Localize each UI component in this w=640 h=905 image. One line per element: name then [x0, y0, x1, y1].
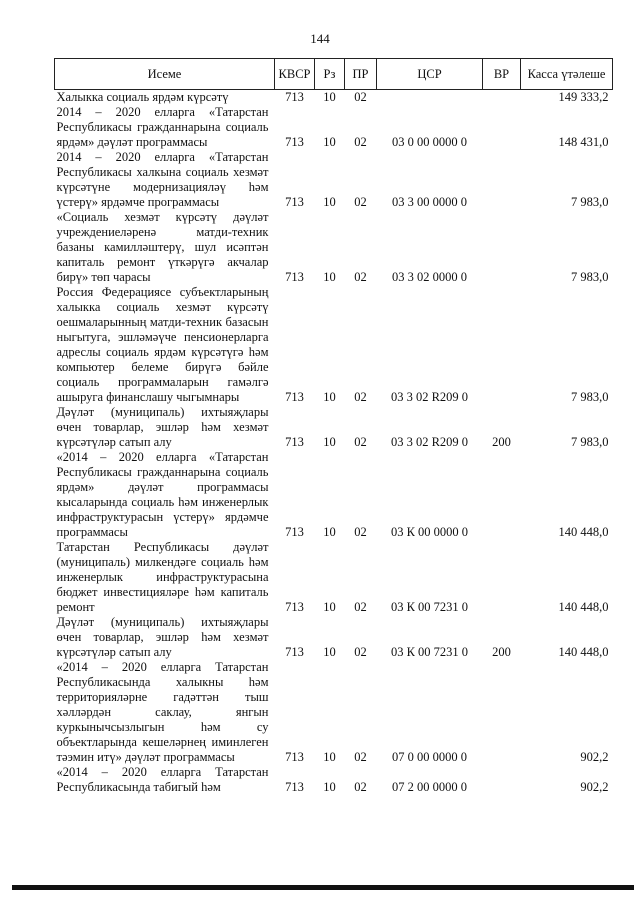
row-amount: 140 448,0	[558, 645, 609, 659]
row-name: Халыкка социаль ярдәм күрсәтү	[56, 90, 229, 104]
row-rz: 10	[323, 390, 336, 404]
row-name: Дәүләт (муниципаль) ихтыяҗлары өчен товарлар, эшләр һәм хезмәт күрсәтүләр сатып алу	[56, 405, 269, 449]
row-name: Россия Федерациясе субъектларының халыкка социаль хезмәт күрсәтү оешмаларынның матди-техник базасын ныгытуга, эшләмәүче пенсионерларга адреслы социаль ярдәм күрсәтүгә һәм компьютер белеме бирүгә бәйле социаль программаларын гамәлгә ашыруга финанслашу чыгымнары	[56, 285, 269, 404]
row-pr: 02	[354, 270, 367, 284]
row-rz: 10	[323, 525, 336, 539]
table-row	[55, 210, 613, 285]
header-csr: ЦСР	[377, 59, 483, 90]
table-row	[55, 540, 613, 615]
row-pr: 02	[354, 600, 367, 614]
row-name: «2014 – 2020 елларга Татарстан Республикасында табигый һәм	[56, 765, 269, 794]
table-row	[55, 405, 613, 450]
row-kvsr: 713	[285, 780, 304, 794]
table-row	[55, 90, 613, 106]
row-kvsr: 713	[285, 645, 304, 659]
row-amount: 149 333,2	[558, 90, 609, 104]
row-csr: 03 3 00 0000 0	[392, 195, 467, 209]
row-pr: 02	[354, 435, 367, 449]
row-name: Дәүләт (муниципаль) ихтыяҗлары өчен товарлар, эшләр һәм хезмәт күрсәтүләр сатып алу	[56, 615, 269, 659]
row-csr: 03 3 02 R209 0	[390, 390, 469, 404]
row-vr	[483, 765, 521, 795]
row-csr: 07 2 00 0000 0	[392, 780, 467, 794]
scan-bottom-edge	[12, 885, 634, 890]
row-vr: 200	[492, 435, 511, 449]
row-amount: 148 431,0	[558, 135, 609, 149]
row-vr	[483, 105, 521, 150]
header-rz: Рз	[315, 59, 345, 90]
row-rz: 10	[323, 645, 336, 659]
row-vr	[483, 210, 521, 285]
row-csr: 03 К 00 0000 0	[390, 525, 469, 539]
row-name: Татарстан Республикасы дәүләт (муниципаль) милкендәге социаль һәм инженерлык инфраструктурасына бюджет инвестицияләре һәм капиталь ремонт	[56, 540, 269, 614]
row-amount: 140 448,0	[558, 600, 609, 614]
row-vr	[483, 660, 521, 765]
row-name: 2014 – 2020 елларга «Татарстан Республикасы халкына социаль хезмәт күрсәтүне модернизацияләү һәм үстерү» ярдәмче программасы	[56, 150, 269, 209]
row-rz: 10	[323, 90, 336, 104]
table-row	[55, 660, 613, 765]
row-amount: 7 983,0	[571, 435, 609, 449]
page-number: 144	[310, 31, 330, 46]
row-name: «Социаль хезмәт күрсәтү дәүләт учреждениеләренә матди-техник базаны камилләштерү, шул исәптән капиталь ремонт үткәрүгә акчалар бирү» төп чарасы	[56, 210, 269, 284]
header-vr: ВР	[483, 59, 521, 90]
row-pr: 02	[354, 780, 367, 794]
row-amount: 902,2	[580, 750, 609, 764]
row-amount: 7 983,0	[571, 270, 609, 284]
row-csr: 07 0 00 0000 0	[392, 750, 467, 764]
header-amount: Касса үтәлеше	[521, 59, 613, 90]
row-rz: 10	[323, 270, 336, 284]
table-row	[55, 285, 613, 405]
row-vr	[483, 150, 521, 210]
row-kvsr: 713	[285, 600, 304, 614]
table-row	[55, 105, 613, 150]
row-pr: 02	[354, 750, 367, 764]
header-kvsr: КВСР	[275, 59, 315, 90]
table-row	[55, 150, 613, 210]
row-rz: 10	[323, 750, 336, 764]
row-vr: 200	[492, 645, 511, 659]
row-pr: 02	[354, 525, 367, 539]
row-pr: 02	[354, 135, 367, 149]
row-name: 2014 – 2020 елларга «Татарстан Республикасы гражданнарына социаль ярдәм» дәүләт программасы	[56, 105, 269, 149]
row-vr	[483, 285, 521, 405]
row-csr: 03 К 00 7231 0	[390, 645, 469, 659]
row-kvsr: 713	[285, 195, 304, 209]
row-rz: 10	[323, 195, 336, 209]
row-pr: 02	[354, 90, 367, 104]
header-pr: ПР	[345, 59, 377, 90]
row-name: «2014 – 2020 елларга «Татарстан Республикасы гражданнарына социаль ярдәм» дәүләт программасы кысаларында социаль һәм инженерлык инфраструктурасын үстерү» ярдәмче программасы	[56, 450, 269, 539]
row-amount: 902,2	[580, 780, 609, 794]
row-csr: 03 0 00 0000 0	[392, 135, 467, 149]
row-csr	[377, 90, 483, 106]
row-kvsr: 713	[285, 435, 304, 449]
row-pr: 02	[354, 195, 367, 209]
table-row	[55, 765, 613, 795]
row-rz: 10	[323, 780, 336, 794]
header-name: Исеме	[55, 59, 275, 90]
row-kvsr: 713	[285, 390, 304, 404]
table-header-row	[55, 59, 613, 90]
row-vr	[483, 450, 521, 540]
row-amount: 140 448,0	[558, 525, 609, 539]
row-rz: 10	[323, 435, 336, 449]
row-kvsr: 713	[285, 90, 304, 104]
row-csr: 03 3 02 0000 0	[392, 270, 467, 284]
row-vr	[483, 90, 521, 106]
row-name: «2014 – 2020 елларга Татарстан Республикасында халыкны һәм территорияләрне гадәттән тыш хәлләрдән саклау, янгын куркынычсызлыгын һәм су объектларында кешеләрнең иминлеген тәэмин итү» дәүләт программасы	[56, 660, 269, 764]
row-pr: 02	[354, 390, 367, 404]
budget-table	[54, 58, 613, 795]
row-vr	[483, 540, 521, 615]
row-kvsr: 713	[285, 525, 304, 539]
row-pr: 02	[354, 645, 367, 659]
row-csr: 03 3 02 R209 0	[390, 435, 469, 449]
table-row	[55, 450, 613, 540]
row-rz: 10	[323, 135, 336, 149]
row-kvsr: 713	[285, 270, 304, 284]
row-csr: 03 К 00 7231 0	[390, 600, 469, 614]
table-row	[55, 615, 613, 660]
row-amount: 7 983,0	[571, 390, 609, 404]
row-rz: 10	[323, 600, 336, 614]
row-kvsr: 713	[285, 135, 304, 149]
row-amount: 7 983,0	[571, 195, 609, 209]
row-kvsr: 713	[285, 750, 304, 764]
